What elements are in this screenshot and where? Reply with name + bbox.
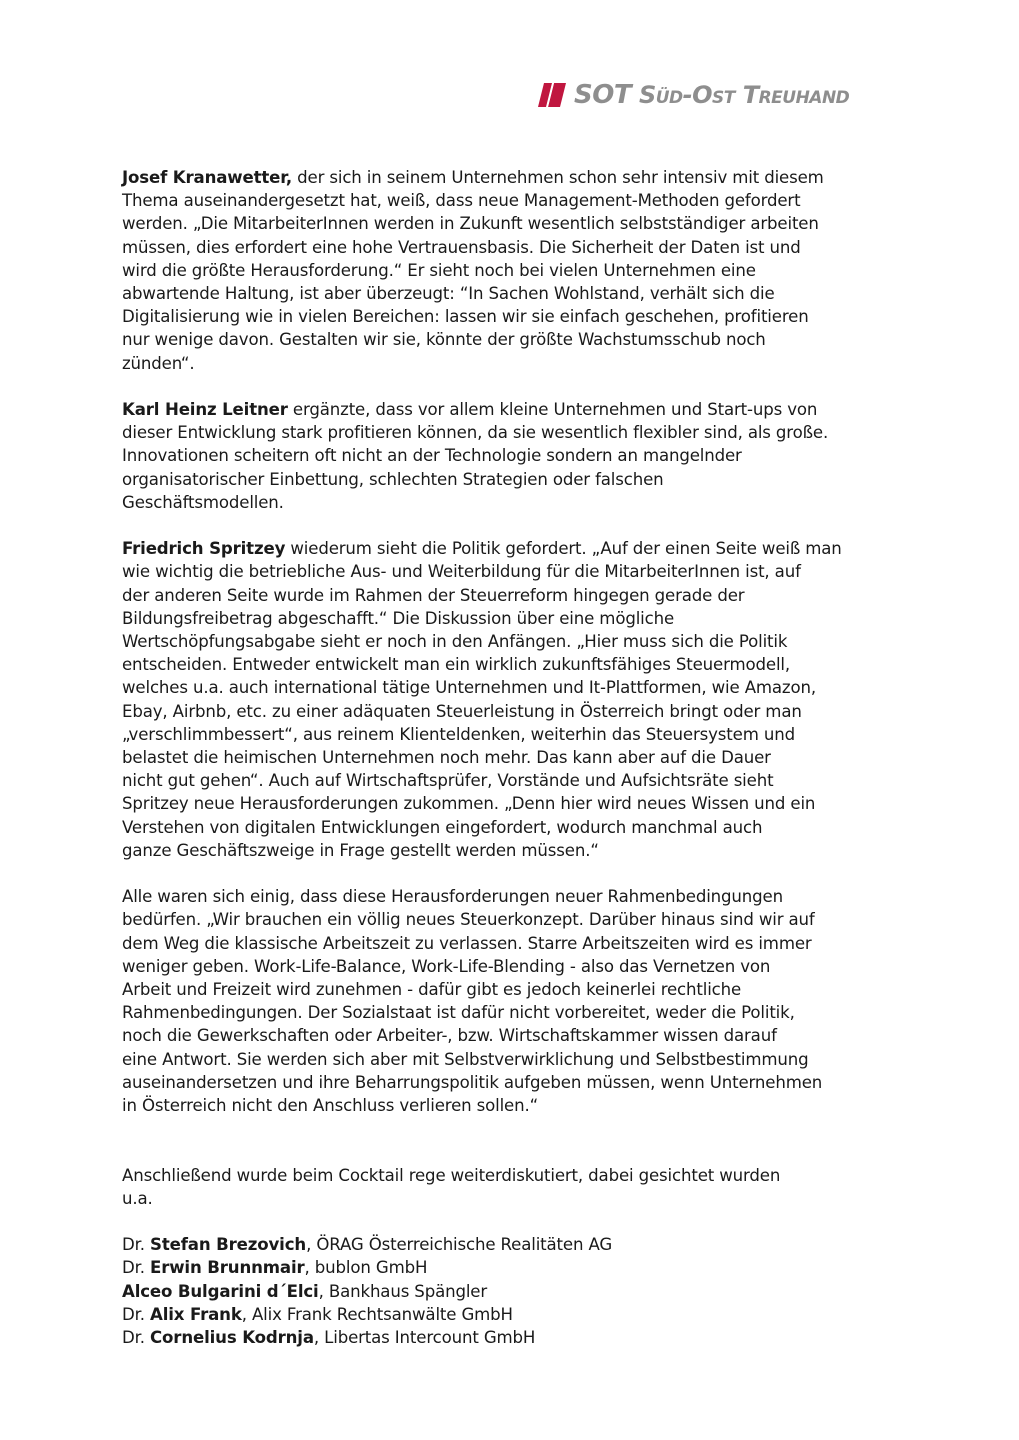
text-line: nicht gut gehen“. Auch auf Wirtschaftsprüfer, Vorstände und Aufsichtsräte sieht <box>122 771 774 791</box>
attendee-org: , Libertas Intercount GmbH <box>313 1328 536 1348</box>
text-line: Verstehen von digitalen Entwicklungen eingefordert, wodurch manchmal auch <box>122 817 763 837</box>
text-line: Alle waren sich einig, dass diese Herausforderungen neuer Rahmenbedingungen <box>122 887 783 907</box>
text-line: Innovationen scheitern oft nicht an der Technologie sondern an mangelnder <box>122 446 742 466</box>
text-line: u.a. <box>122 1188 153 1208</box>
paragraph-leitner <box>122 398 902 514</box>
text-line: auseinandersetzen und ihre Beharrungspolitik aufgeben müssen, wenn Unternehmen <box>122 1072 823 1092</box>
text-line: welches u.a. auch international tätige Unternehmen und It-Plattformen, wie Amazon, <box>122 678 816 698</box>
document-body <box>122 166 902 1349</box>
text-line: müssen, dies erfordert eine hohe Vertrauensbasis. Die Sicherheit der Daten ist und <box>122 237 801 257</box>
speaker-name: Josef Kranawetter, <box>122 168 293 187</box>
attendee-title: Dr. <box>122 1258 151 1278</box>
company-logo <box>538 80 849 110</box>
speaker-name: Karl Heinz Leitner <box>122 400 288 420</box>
text-line: der sich in seinem Unternehmen schon sehr intensiv mit diesem <box>292 168 824 187</box>
text-line: werden. „Die MitarbeiterInnen werden in Zukunft wesentlich selbstständiger arbeiten <box>122 214 819 234</box>
attendee-org: , bublon GmbH <box>304 1258 428 1278</box>
attendee-org: , Bankhaus Spängler <box>318 1281 488 1301</box>
attendee-list <box>122 1233 902 1349</box>
speaker-name: Friedrich Spritzey <box>122 539 286 559</box>
text-line: entscheiden. Entweder entwickelt man ein wirklich zukunftsfähiges Steuermodell, <box>122 655 790 675</box>
text-line: Digitalisierung wie in vielen Bereichen: lassen wir sie einfach geschehen, profitieren <box>122 307 809 327</box>
text-line: weniger geben. Work-Life-Balance, Work-Life-Blending - also das Vernetzen von <box>122 956 771 976</box>
text-line: in Österreich nicht den Anschluss verlieren sollen.“ <box>122 1096 539 1116</box>
text-line: Rahmenbedingungen. Der Sozialstaat ist dafür nicht vorbereitet, weder die Politik, <box>122 1003 795 1023</box>
attendee-name: Erwin Brunnmair <box>150 1258 305 1278</box>
paragraph-cocktail <box>122 1164 902 1210</box>
text-line: dem Weg die klassische Arbeitszeit zu verlassen. Starre Arbeitszeiten wird es immer <box>122 933 812 953</box>
text-line: abwartende Haltung, ist aber überzeugt: “In Sachen Wohlstand, verhält sich die <box>122 284 775 304</box>
text-line: wie wichtig die betriebliche Aus- und Weiterbildung für die MitarbeiterInnen ist, auf <box>122 562 801 582</box>
text-line: organisatorischer Einbettung, schlechten Strategien oder falschen <box>122 469 664 489</box>
attendee-title: Dr. <box>122 1235 151 1255</box>
attendee-title: Dr. <box>122 1328 151 1348</box>
text-line: noch die Gewerkschaften oder Arbeiter-, bzw. Wirtschaftskammer wissen darauf <box>122 1026 777 1046</box>
text-line: belastet die heimischen Unternehmen noch mehr. Das kann aber auf die Dauer <box>122 748 771 768</box>
attendee-item <box>122 1326 902 1349</box>
text-line: der anderen Seite wurde im Rahmen der Steuerreform hingegen gerade der <box>122 585 745 605</box>
attendee-item <box>122 1303 902 1326</box>
text-line: zünden“. <box>122 353 195 373</box>
text-line: dieser Entwicklung stark profitieren können, da sie wesentlich flexibler sind, als große. <box>122 423 829 443</box>
text-line: wiederum sieht die Politik gefordert. „Auf der einen Seite weiß man <box>285 539 842 559</box>
text-line: Wertschöpfungsabgabe sieht er noch in den Anfängen. „Hier muss sich die Politik <box>122 632 788 652</box>
spacer <box>122 1210 902 1233</box>
attendee-name: Stefan Brezovich <box>150 1235 307 1255</box>
sot-logo-icon <box>538 83 566 107</box>
attendee-item <box>122 1233 902 1256</box>
attendee-item <box>122 1280 902 1303</box>
text-line: Thema auseinandergesetzt hat, weiß, dass neue Management-Methoden gefordert <box>122 191 801 211</box>
logo-wordmark <box>574 80 849 110</box>
text-line: nur wenige davon. Gestalten wir sie, könnte der größte Wachstumsschub noch <box>122 330 766 350</box>
spacer <box>122 862 902 885</box>
text-line: Anschließend wurde beim Cocktail rege weiterdiskutiert, dabei gesichtet wurden <box>122 1165 781 1185</box>
text-line: Bildungsfreibetrag abgeschafft.“ Die Diskussion über eine mögliche <box>122 608 675 628</box>
text-line: bedürfen. „Wir brauchen ein völlig neues Steuerkonzept. Darüber hinaus sind wir auf <box>122 910 815 930</box>
attendee-name: Alix Frank <box>150 1304 242 1324</box>
attendee-org: , Alix Frank Rechtsanwälte GmbH <box>241 1304 513 1324</box>
paragraph-spritzey <box>122 537 902 862</box>
spacer <box>122 514 902 537</box>
attendee-org: , ÖRAG Österreichische Realitäten AG <box>306 1235 613 1255</box>
text-line: Ebay, Airbnb, etc. zu einer adäquaten Steuerleistung in Österreich bringt oder man <box>122 701 802 721</box>
spacer <box>122 375 902 398</box>
text-line: eine Antwort. Sie werden sich aber mit Selbstverwirklichung und Selbstbestimmung <box>122 1049 809 1069</box>
text-line: Spritzey neue Herausforderungen zukommen. „Denn hier wird neues Wissen und ein <box>122 794 816 814</box>
paragraph-kranawetter <box>122 166 902 375</box>
text-line: Arbeit und Freizeit wird zunehmen - dafür gibt es jedoch keinerlei rechtliche <box>122 980 742 1000</box>
text-line: „verschlimmbessert“, aus reinem Klienteldenken, weiterhin das Steuersystem und <box>122 724 795 744</box>
logo-text-name: Süd-Ost Treuhand <box>638 81 850 109</box>
text-line: ganze Geschäftszweige in Frage gestellt werden müssen.“ <box>122 840 599 860</box>
text-line: ergänzte, dass vor allem kleine Unternehmen und Start-ups von <box>287 400 818 420</box>
text-line: Geschäftsmodellen. <box>122 492 284 512</box>
paragraph-consensus <box>122 885 902 1117</box>
attendee-name: Cornelius Kodrnja <box>150 1328 314 1348</box>
attendee-item <box>122 1256 902 1279</box>
attendee-title: Dr. <box>122 1304 151 1324</box>
attendee-name: Alceo Bulgarini d´Elci <box>122 1281 319 1301</box>
text-line: wird die größte Herausforderung.“ Er sieht noch bei vielen Unternehmen eine <box>122 260 756 280</box>
spacer <box>122 1117 902 1163</box>
logo-text-sot: SOT <box>574 80 632 110</box>
